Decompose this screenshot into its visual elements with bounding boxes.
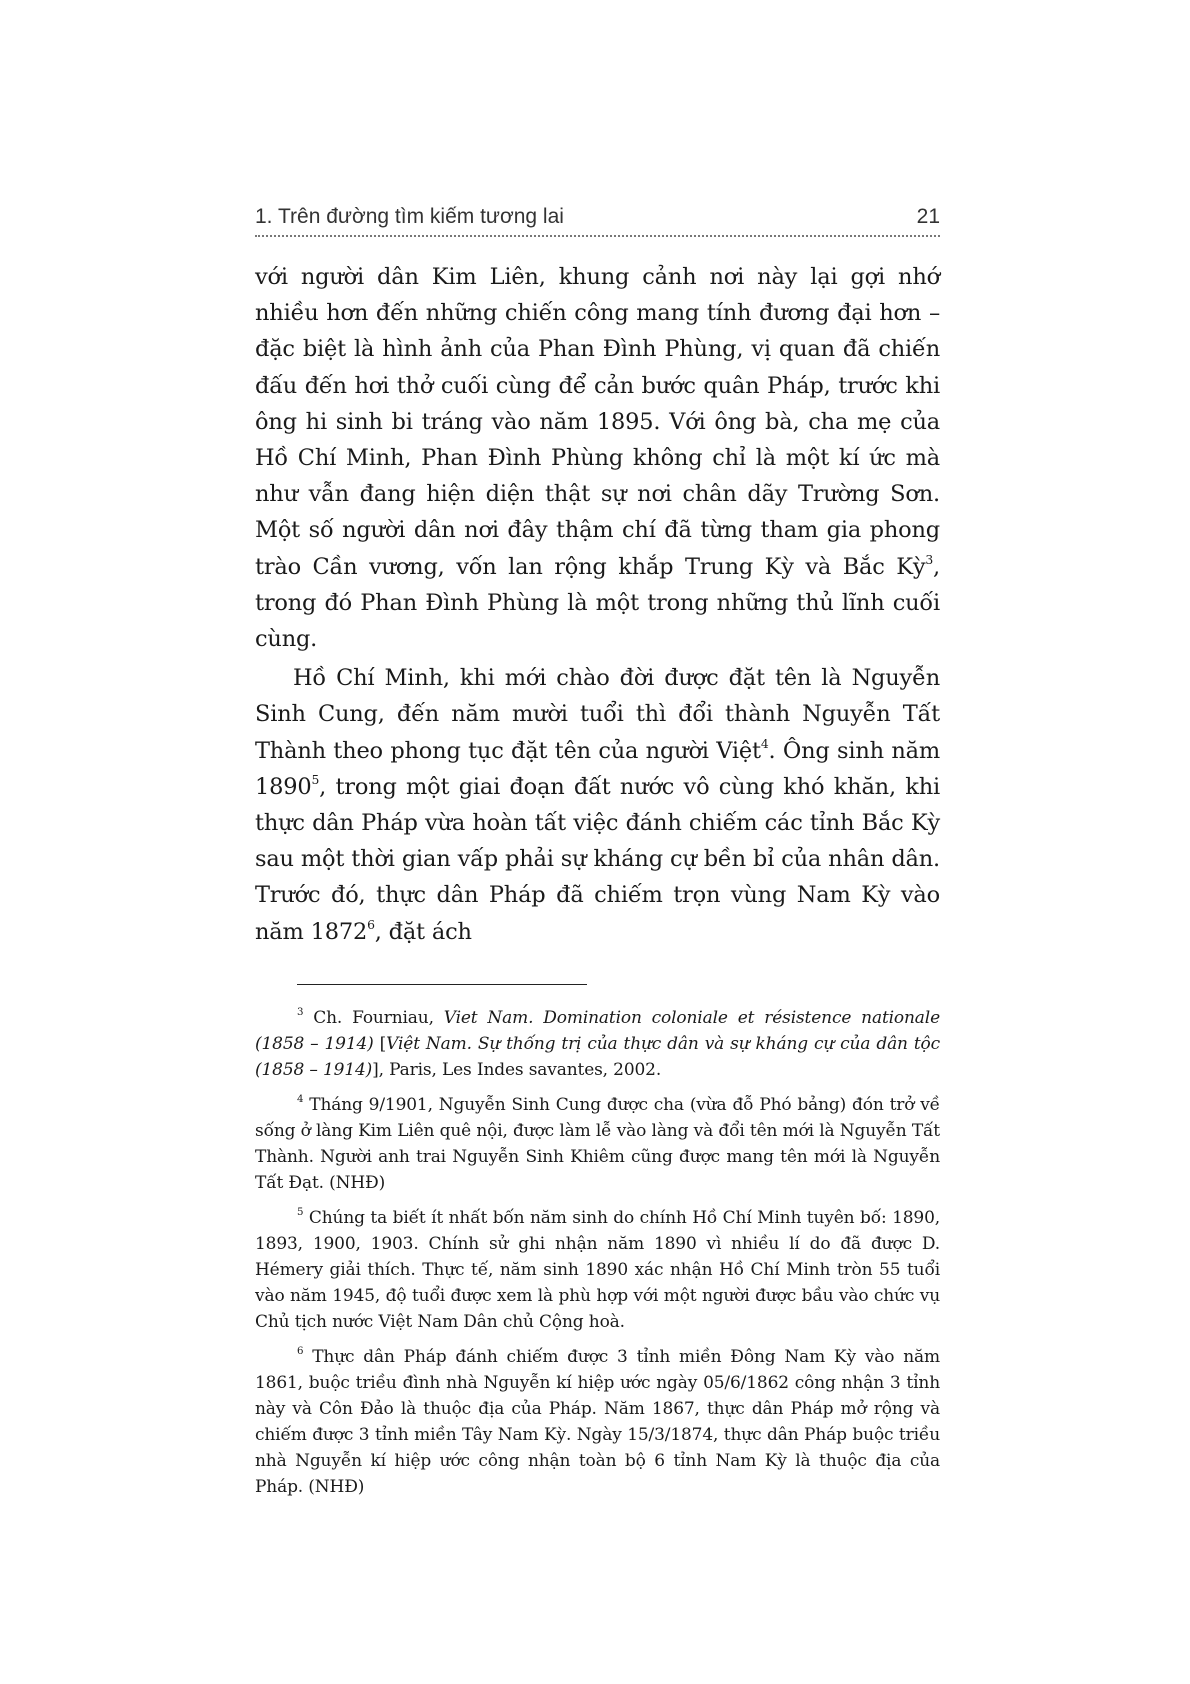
footnote-4-text: Tháng 9/1901, Nguyễn Sinh Cung được cha (vừa đỗ Phó bảng) đón trở về sống ở làng Kim Liên quê nội, được làm lễ vào làng và đổi tên mới là Nguyễn Tất Thành. Người anh trai Nguyễn Sinh Khiêm cũng được mang tên mới là Nguyễn Tất Đạt. (NHĐ): [255, 1094, 940, 1193]
footnote-5: [255, 1205, 940, 1335]
footnote-number: 3: [297, 1006, 304, 1018]
footnotes: [255, 1005, 940, 1500]
paragraph-2-text-a: Hồ Chí Minh, khi mới chào đời được đặt tên là Nguyễn Sinh Cung, đến năm mười tuổi thì đổi thành Nguyễn Tất Thành theo phong tục đặt tên của người Việt: [255, 665, 940, 764]
page-number: 21: [916, 205, 940, 228]
paragraph-2-text-b: . Ông sinh năm 1890: [255, 737, 940, 800]
footnote-4: [255, 1092, 940, 1196]
footnote-3-title-vi: Việt Nam. Sự thống trị của thực dân và sự kháng cự của dân tộc (1858 – 1914): [255, 1033, 940, 1080]
footnote-number: 4: [297, 1093, 304, 1105]
chapter-title: 1. Trên đường tìm kiếm tương lai: [255, 205, 564, 228]
footnote-5-text: Chúng ta biết ít nhất bốn năm sinh do chính Hồ Chí Minh tuyên bố: 1890, 1893, 1900, 1903. Chính sử ghi nhận năm 1890 vì nhiều lí do đã được D. Hémery giải thích. Thực tế, năm sinh 1890 xác nhận Hồ Chí Minh tròn 55 tuổi vào năm 1945, độ tuổi được xem là phù hợp với một người được bầu vào chức vụ Chủ tịch nước Việt Nam Dân chủ Cộng hoà.: [255, 1207, 940, 1332]
footnote-3: [255, 1005, 940, 1083]
footnote-divider: [297, 984, 587, 985]
footnote-6: [255, 1344, 940, 1500]
paragraph-1-text-b: , trong đó Phan Đình Phùng là một trong những thủ lĩnh cuối cùng.: [255, 553, 940, 653]
running-header: [255, 205, 940, 237]
book-page: [255, 205, 940, 1509]
footnote-ref-6: 6: [367, 917, 375, 932]
paragraph-2: [255, 660, 940, 950]
body-text: [255, 259, 940, 950]
footnote-number: 6: [297, 1345, 304, 1357]
paragraph-2-text-c: , trong một giai đoạn đất nước vô cùng khó khăn, khi thực dân Pháp vừa hoàn tất việc đánh chiếm các tỉnh Bắc Kỳ sau một thời gian vấp phải sự kháng cự bền bỉ của nhân dân. Trước đó, thực dân Pháp đã chiếm trọn vùng Nam Kỳ vào năm 1872: [255, 773, 940, 945]
footnote-ref-3: 3: [925, 552, 934, 567]
footnote-ref-4: 4: [760, 736, 769, 751]
footnote-3-rest: ], Paris, Les Indes savantes, 2002.: [372, 1059, 662, 1080]
footnote-ref-5: 5: [311, 772, 320, 787]
paragraph-1: [255, 259, 940, 657]
footnote-3-title-fr: Viet Nam. Domination coloniale et résistence nationale (1858 – 1914): [255, 1007, 940, 1054]
paragraph-1-text-a: với người dân Kim Liên, khung cảnh nơi này lại gợi nhớ nhiều hơn đến những chiến công mang tính đương đại hơn – đặc biệt là hình ảnh của Phan Đình Phùng, vị quan đã chiến đấu đến hơi thở cuối cùng để cản bước quân Pháp, trước khi ông hi sinh bi tráng vào năm 1895. Với ông bà, cha mẹ của Hồ Chí Minh, Phan Đình Phùng không chỉ là một kí ức mà như vẫn đang hiện diện thật sự nơi chân dãy Trường Sơn. Một số người dân nơi đây thậm chí đã từng tham gia phong trào Cần vương, vốn lan rộng khắp Trung Kỳ và Bắc Kỳ: [255, 264, 940, 580]
footnote-3-bracket: [: [373, 1033, 387, 1054]
footnote-3-author: Ch. Fourniau,: [313, 1007, 444, 1028]
paragraph-2-text-d: , đặt ách: [374, 918, 472, 945]
footnote-number: 5: [297, 1206, 304, 1218]
footnote-6-text: Thực dân Pháp đánh chiếm được 3 tỉnh miền Đông Nam Kỳ vào năm 1861, buộc triều đình nhà Nguyễn kí hiệp ước ngày 05/6/1862 công nhận 3 tỉnh này và Côn Đảo là thuộc địa của Pháp. Năm 1867, thực dân Pháp mở rộng và chiếm được 3 tỉnh miền Tây Nam Kỳ. Ngày 15/3/1874, thực dân Pháp buộc triều nhà Nguyễn kí hiệp ước công nhận toàn bộ 6 tỉnh Nam Kỳ là thuộc địa của Pháp. (NHĐ): [255, 1346, 940, 1497]
